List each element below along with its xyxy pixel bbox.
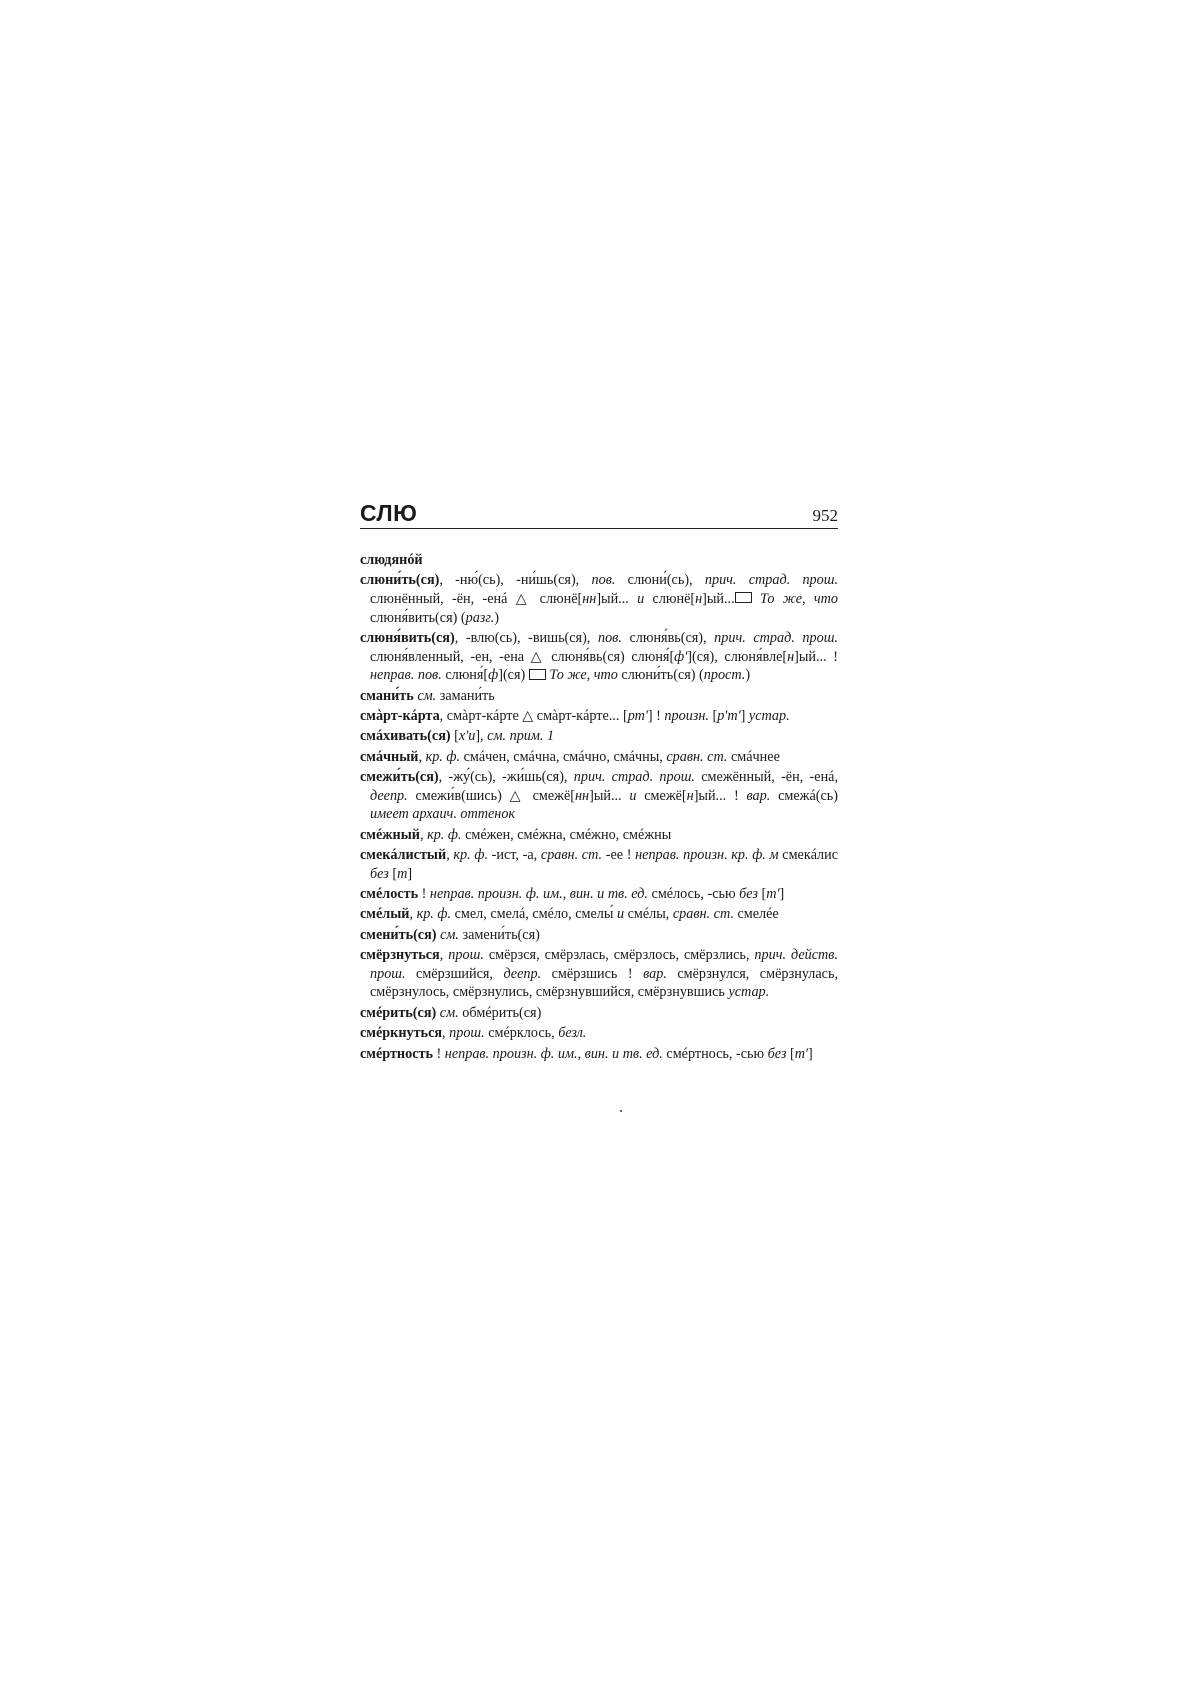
grammar-note: устар. [748, 707, 790, 724]
page-number: 952 [812, 506, 838, 525]
grammar-note: сравн. ст. [540, 847, 603, 864]
entry-text: [ [786, 1045, 795, 1062]
grammar-note: т [397, 865, 408, 882]
dictionary-entry [360, 926, 838, 945]
grammar-note: пов. [597, 629, 622, 646]
grammar-note: без [370, 865, 389, 882]
entry-text: смёрзшийся, [405, 965, 504, 982]
entry-text: обмéрить(ся) [458, 1004, 542, 1021]
headword: смéлость [360, 886, 419, 903]
dictionary-entry [360, 748, 838, 767]
grammar-note: сравн. ст. [666, 748, 728, 765]
grammar-note: деепр. [370, 787, 408, 804]
entry-text: ) [494, 609, 499, 626]
grammar-note: х'и [458, 728, 476, 745]
entry-text: ] [779, 886, 785, 903]
entry-text: слюни́(сь), [615, 572, 705, 589]
headword: смáчный [360, 748, 419, 765]
headword: смекáлистый [360, 847, 447, 864]
entry-text: -ее ! [602, 847, 636, 864]
entry-text: слюня́вленный, -ен, -ена △ слюня́вь(ся) слюня́[ [370, 648, 675, 665]
entry-text: ] ! [647, 707, 665, 724]
grammar-note: без [767, 1045, 787, 1062]
grammar-note: вар. [643, 965, 667, 982]
grammar-note: прош. [448, 947, 484, 964]
headword: смáхивать(ся) [360, 728, 451, 745]
entry-text: , [419, 826, 428, 843]
grammar-note: нн [575, 787, 590, 804]
entry-text: [ [708, 707, 718, 724]
grammar-note: прич. страд. прош. [704, 572, 838, 589]
grammar-note: см. прим. 1 [487, 728, 555, 745]
entry-text: ] [807, 1045, 813, 1062]
entry-text: ! [432, 1045, 445, 1062]
entry-text: слюня́вь(ся), [621, 629, 715, 646]
grammar-note: н [695, 590, 703, 607]
grammar-note: безл. [558, 1025, 587, 1042]
grammar-note: неправ. пов. [370, 667, 442, 684]
entry-text: смекáлис [778, 847, 838, 864]
grammar-note: н [686, 787, 694, 804]
entry-text: замани́ть [436, 687, 495, 704]
headword: слюдянóй [360, 552, 423, 568]
grammar-note: неправ. произн. ф. им., вин. и тв. ед. [429, 886, 648, 903]
grammar-note: р'т' [717, 707, 741, 724]
dictionary-entry [360, 727, 838, 746]
print-speck [620, 1110, 622, 1112]
running-head [360, 500, 838, 529]
entry-text: [ [388, 865, 398, 882]
entry-text: ]ый... [589, 787, 630, 804]
grammar-note: т' [766, 886, 780, 903]
dictionary-entry [360, 1045, 838, 1064]
entry-text: ] [407, 865, 413, 882]
grammar-note: вар. [746, 787, 771, 804]
grammar-note: и [629, 787, 637, 804]
headword: слюня́вить(ся) [360, 629, 455, 646]
entry-text: , [409, 906, 417, 923]
square-marker-icon [735, 592, 752, 603]
grammar-note: неправ. произн. кр. ф. м [635, 847, 779, 864]
entry-text: , [446, 847, 454, 864]
entry-text: смéлы, [624, 906, 673, 923]
grammar-note: рт' [627, 707, 648, 724]
dictionary-entry [360, 707, 838, 726]
grammar-note: кр. ф. [427, 826, 462, 843]
entry-text: смёрзся, смёрзлась, смёрзлось, смёрзлись, [483, 947, 755, 964]
entry-text: слюни́ть(ся) ( [617, 667, 704, 684]
entry-text: , -ню́(сь), -ни́шь(ся), [439, 572, 592, 589]
entry-text: смéжен, смéжна, смéжно, смéжны [461, 826, 672, 843]
grammar-note: кр. ф. [425, 748, 461, 765]
headword: смени́ть(ся) [360, 926, 437, 943]
dictionary-entry [360, 946, 838, 1002]
headword: смéлый [360, 906, 410, 923]
entry-text: слюня́вить(ся) ( [370, 609, 466, 626]
entry-text: смел, смелá, смéло, смелы́ [451, 906, 617, 923]
grammar-note: То же, что [545, 667, 618, 684]
grammar-note: прич. страд. прош. [714, 629, 838, 646]
entry-text: ]ый... ! [693, 787, 747, 804]
entry-text: смёрзнулся, смёрзнулась, смёрзнулось, смёрзнулись, смёрзнувшийся, смёрзнувшись [370, 965, 838, 1001]
entry-text: ]ый... ! [794, 648, 838, 665]
entry-text: смéрклось, [484, 1025, 559, 1042]
grammar-note: и [616, 906, 625, 923]
grammar-note: прич. действ. прош. [370, 947, 838, 982]
entry-text: слюня́[ [441, 667, 489, 684]
grammar-note: см. [413, 687, 437, 704]
grammar-note: произн. [664, 707, 709, 724]
dictionary-entry [360, 571, 838, 627]
dictionary-entry [360, 687, 838, 706]
entry-text: ]ый... [702, 590, 735, 607]
grammar-note: без [739, 886, 758, 903]
grammar-note: разг. [465, 609, 495, 626]
grammar-note: устар. [728, 984, 770, 1001]
entry-text: смелéе [733, 906, 779, 923]
grammar-note: см. [436, 1004, 459, 1021]
entry-text: -ист, -а, [488, 847, 541, 864]
entry-text: смáчнее [727, 748, 780, 765]
grammar-note: и [637, 590, 645, 607]
entry-text: , -влю(сь), -вишь(ся), [454, 629, 598, 646]
grammar-note: нн [582, 590, 597, 607]
dictionary-entry [360, 885, 838, 904]
entry-text: ]ый... [596, 590, 638, 607]
entry-text: ](ся) [498, 667, 529, 684]
entry-text: смáчен, смáчна, смáчно, смáчны, [460, 748, 667, 765]
grammar-note: То же, что [751, 590, 838, 607]
headword: смéртность [360, 1045, 433, 1062]
entry-text: , смàрт-кáрте △ смàрт-кáрте... [ [439, 707, 628, 724]
entry-text: смежá(сь) [770, 787, 838, 804]
grammar-note: прош. [449, 1025, 485, 1042]
entry-text: смежё[ [636, 787, 687, 804]
entry-text: смежённый, -ён, -енá, [694, 769, 839, 786]
entry-text: , -жу́(сь), -жи́шь(ся), [438, 769, 574, 786]
grammar-note: см. [436, 926, 459, 943]
grammar-note: кр. ф. [416, 906, 452, 923]
entry-list [360, 551, 838, 1063]
headword: смéрить(ся) [360, 1004, 437, 1021]
dictionary-entry [360, 1024, 838, 1043]
grammar-note: сравн. ст. [672, 906, 734, 923]
entry-text: [ [757, 886, 767, 903]
headword: смёрзнуться [360, 947, 440, 964]
entry-text: смежи́в(шись) △ смежё[ [407, 787, 576, 804]
entry-text: ], [475, 728, 488, 745]
entry-text: слюнённый, -ён, -енá △ слюнё[ [370, 590, 583, 607]
entry-text: замени́ть(ся) [458, 926, 540, 943]
grammar-note: пов. [591, 572, 616, 589]
headword: смéжный [360, 826, 420, 843]
grammar-note: н [787, 648, 795, 665]
grammar-note: ф' [674, 648, 688, 665]
headword: смежи́ть(ся) [360, 769, 439, 786]
dictionary-entry [360, 1004, 838, 1023]
entry-text: смёрзшись ! [541, 965, 644, 982]
grammar-note: прост. [703, 667, 746, 684]
entry-text: , [442, 1025, 450, 1042]
entry-text: ! [418, 886, 430, 903]
headword: слюни́ть(ся) [360, 572, 440, 589]
headword: смéркнуться [360, 1025, 443, 1042]
entry-text: ](ся), слюня́вле[ [687, 648, 788, 665]
grammar-note: ф [488, 667, 499, 684]
dictionary-entry [360, 826, 838, 845]
grammar-note: неправ. произн. ф. им., вин. и тв. ед. [444, 1045, 663, 1062]
entry-text: смéртнось, -сью [662, 1045, 768, 1062]
entry-text: слюнё[ [644, 590, 696, 607]
entry-text: , [439, 947, 449, 964]
headword: смàрт-кáрта [360, 707, 440, 724]
entry-text: смéлось, -сью [647, 886, 740, 903]
grammar-note: прич. страд. прош. [573, 769, 695, 786]
dictionary-entry [360, 905, 838, 924]
square-marker-icon [529, 669, 546, 680]
entry-text: ) [745, 667, 751, 684]
dictionary-entry [360, 846, 838, 883]
grammar-note: деепр. [503, 965, 542, 982]
dictionary-entry [360, 629, 838, 685]
grammar-note: т' [794, 1045, 808, 1062]
grammar-note: кр. ф. [453, 847, 488, 864]
dictionary-entry [360, 768, 838, 824]
entry-text: , [418, 748, 426, 765]
headword: смани́ть [360, 687, 414, 704]
running-head-word: СЛЮ [360, 500, 418, 526]
dictionary-page [360, 500, 838, 1065]
grammar-note: имеет архаич. оттенок [370, 806, 516, 823]
dictionary-entry [360, 551, 838, 570]
entry-text: ] [740, 707, 749, 724]
entry-text: [ [450, 728, 459, 745]
